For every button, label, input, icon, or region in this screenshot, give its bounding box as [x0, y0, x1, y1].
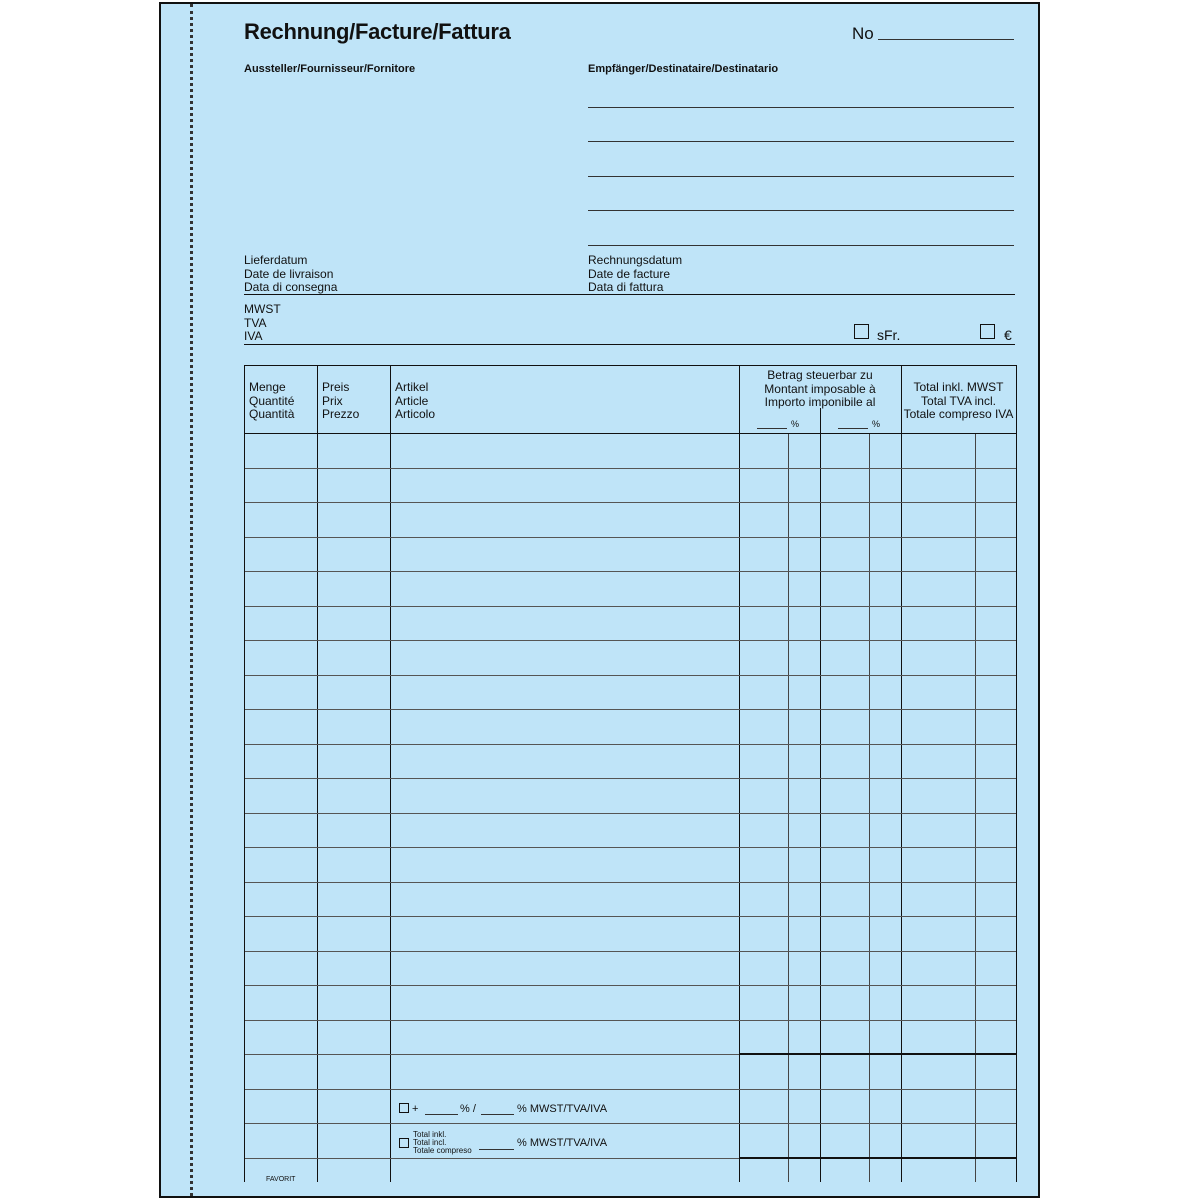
delivery-date-fr: Date de livraison	[244, 266, 334, 281]
recipient-line-5[interactable]	[588, 245, 1014, 246]
col-divider	[739, 366, 740, 1182]
cents-divider	[975, 433, 976, 1182]
table-row-line[interactable]	[245, 778, 1016, 779]
grand-total-line	[739, 1157, 1016, 1159]
table-row-line[interactable]	[245, 537, 1016, 538]
vat-add-checkbox[interactable]	[399, 1103, 409, 1113]
date-line[interactable]	[244, 294, 1015, 295]
vat-incl-checkbox[interactable]	[399, 1138, 409, 1148]
col-divider	[901, 366, 902, 1182]
issuer-label: Aussteller/Fournisseur/Fornitore	[244, 63, 416, 75]
delivery-date-de: Lieferdatum	[244, 253, 308, 267]
items-table	[244, 365, 1017, 1182]
invoice-date-label	[588, 254, 682, 295]
rate-1-percent: %	[791, 419, 800, 429]
vat-it: IVA	[244, 329, 263, 343]
recipient-line-1[interactable]	[588, 107, 1014, 108]
vat-incl-rate-field[interactable]	[479, 1149, 514, 1150]
header-taxable-it: Importo imponibile al	[764, 395, 876, 409]
header-taxable	[739, 369, 901, 410]
table-row-line[interactable]	[245, 468, 1016, 469]
rate-2-percent: %	[872, 419, 881, 429]
header-quantity-de: Menge	[249, 380, 286, 394]
header-price	[322, 381, 359, 422]
table-row-line[interactable]	[245, 985, 1016, 986]
table-row-line[interactable]	[245, 502, 1016, 503]
invoice-date-fr: Date de facture	[588, 266, 671, 281]
table-row-line[interactable]	[245, 1123, 1016, 1124]
invoice-form	[159, 2, 1040, 1198]
table-row-line[interactable]	[245, 813, 1016, 814]
form-title: Rechnung/Facture/Fattura	[244, 19, 511, 44]
header-price-fr: Prix	[322, 393, 343, 408]
table-row-line[interactable]	[245, 571, 1016, 572]
vat-fr: TVA	[244, 315, 267, 330]
col-divider	[820, 408, 821, 1182]
vat-incl-it: Totale compreso	[413, 1146, 472, 1155]
header-price-it: Prezzo	[322, 407, 360, 421]
table-row-line[interactable]	[245, 640, 1016, 641]
table-row-line[interactable]	[245, 606, 1016, 607]
table-row-line[interactable]	[245, 1020, 1016, 1021]
header-total-fr: Total TVA incl.	[921, 393, 996, 408]
header-quantity-fr: Quantité	[249, 393, 295, 408]
header-article-de: Artikel	[395, 380, 429, 394]
header-taxable-fr: Montant imposable à	[764, 381, 876, 396]
subtotal-line	[739, 1053, 1016, 1055]
vat-incl-text	[413, 1131, 472, 1155]
vat-de: MWST	[244, 302, 281, 316]
invoice-date-it: Data di fattura	[588, 280, 664, 294]
header-article-it: Articolo	[395, 407, 436, 421]
cents-divider	[788, 433, 789, 1182]
eur-label: €	[1004, 327, 1012, 343]
vat-add-rate-field[interactable]	[425, 1114, 458, 1115]
vat-line[interactable]	[244, 344, 1015, 345]
table-row-line[interactable]	[245, 709, 1016, 710]
recipient-label: Empfänger/Destinataire/Destinatario	[588, 63, 779, 75]
chf-label: sFr.	[877, 327, 901, 343]
col-divider	[390, 366, 391, 1182]
recipient-line-3[interactable]	[588, 176, 1014, 177]
table-row-line[interactable]	[245, 744, 1016, 745]
cents-divider	[869, 433, 870, 1182]
vat-add-label: % MWST/TVA/IVA	[517, 1103, 608, 1115]
col-divider	[317, 366, 318, 1182]
eur-checkbox[interactable]	[980, 324, 995, 339]
invoice-number-label: No	[852, 24, 874, 43]
vat-add-plus: +	[412, 1103, 419, 1115]
header-total-it: Totale compreso IVA	[903, 407, 1014, 421]
perforation-line	[190, 4, 193, 1196]
header-price-de: Preis	[322, 380, 350, 394]
header-article	[395, 381, 435, 422]
invoice-number-field[interactable]	[878, 39, 1014, 40]
table-row-line[interactable]	[245, 951, 1016, 952]
header-quantity	[249, 381, 294, 422]
vat-add-pct-slash: % /	[460, 1103, 476, 1115]
table-row-line[interactable]	[245, 882, 1016, 883]
invoice-date-de: Rechnungsdatum	[588, 253, 683, 267]
header-bottom-line	[245, 433, 1016, 434]
header-total-de: Total inkl. MWST	[913, 380, 1004, 394]
table-row-line[interactable]	[245, 847, 1016, 848]
table-row-line[interactable]	[245, 1089, 1016, 1090]
vat-add-amount-field[interactable]	[481, 1114, 514, 1115]
vat-incl-fr: Total incl.	[413, 1138, 447, 1147]
header-taxable-de: Betrag steuerbar zu	[767, 368, 873, 382]
recipient-line-2[interactable]	[588, 141, 1014, 142]
chf-checkbox[interactable]	[854, 324, 869, 339]
vat-incl-de: Total inkl.	[413, 1130, 447, 1139]
header-total	[901, 381, 1016, 422]
vat-label	[244, 303, 281, 344]
table-row-line[interactable]	[245, 916, 1016, 917]
delivery-date-it: Data di consegna	[244, 280, 338, 294]
table-row-line[interactable]	[245, 675, 1016, 676]
vat-incl-label: % MWST/TVA/IVA	[517, 1137, 608, 1149]
recipient-line-4[interactable]	[588, 210, 1014, 211]
rate-2-field[interactable]	[838, 428, 868, 429]
delivery-date-label	[244, 254, 337, 295]
rate-1-field[interactable]	[757, 428, 787, 429]
header-article-fr: Article	[395, 393, 429, 408]
brand-mark: FAVORIT	[266, 1176, 296, 1183]
header-quantity-it: Quantità	[249, 407, 295, 421]
